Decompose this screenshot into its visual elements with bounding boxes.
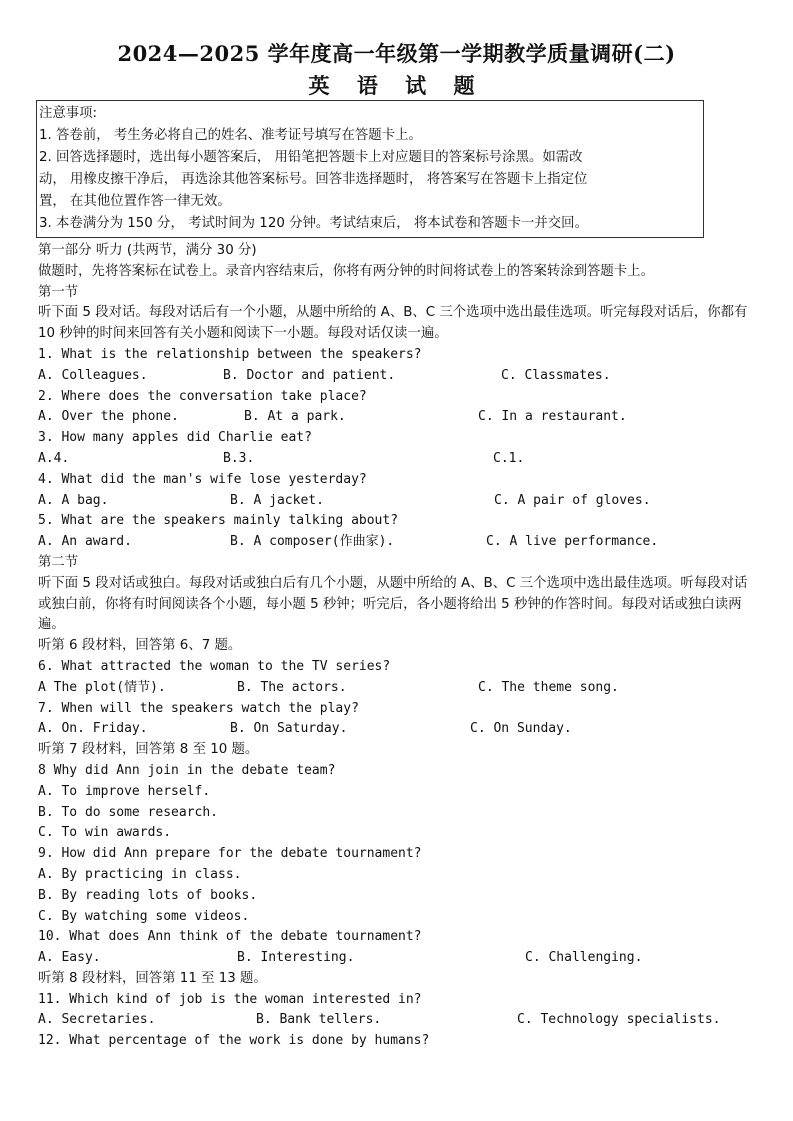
option-a: A The plot(情节). [38,679,166,695]
option-b: B. A composer(作曲家). [230,534,395,550]
question-options [38,1010,758,1031]
option-c: C. In a restaurant. [478,409,627,425]
option-b: B.3. [223,450,255,466]
section1-instruction: 听下面 5 段对话。每段对话后有一个小题，从题中所给的 A、B、C 三个选项中选出最佳选项。听完每段对话后，你都有 10 秒钟的时间来回答有关小题和阅读下一小题。每段对话仅读一遍。 [38,305,748,342]
notice-line: 2. 回答选择题时，选出每小题答案后， 用铅笔把答题卡上对应题目的答案标号涂黑。如需改 [39,150,583,165]
option-a: A. To improve herself. [38,783,211,799]
question-options [38,719,758,740]
option-c: C. On Sunday. [470,721,572,737]
question-stem: 1. What is the relationship between the speakers? [38,346,422,362]
option-b: B. A jacket. [230,492,324,508]
question-stem: 6. What attracted the woman to the TV series? [38,658,391,674]
option-a: A. Colleagues. [38,367,148,383]
question-stem: 8 Why did Ann join in the debate team? [38,762,336,778]
section2-instruction: 听下面 5 段对话或独白。每段对话或独白后有几个小题，从题中所给的 A、B、C 三个选项中选出最佳选项。听每段对话或独白前，你将有时间阅读各个小题，每小题 5 秒钟；听完后，各小题将给出 5 秒钟的作答时间。每段对话或独白读两遍。 [38,575,748,633]
question-stem: 3. How many apples did Charlie eat? [38,430,312,446]
option-b: B. To do some research. [38,804,219,820]
question-stem: 11. Which kind of job is the woman interested in? [38,991,422,1007]
option-b: B. Interesting. [237,950,355,966]
question-stem: 9. How did Ann prepare for the debate tournament? [38,846,422,862]
notice-line: 置， 在其他位置作答一律无效。 [39,194,231,209]
section1-heading: 第一节 [38,284,79,300]
option-c: C. To win awards. [38,825,172,841]
question-options [38,532,758,553]
option-c: C. Challenging. [525,950,643,966]
notice-line: 1. 答卷前， 考生务必将自己的姓名、准考证号填写在答题卡上。 [39,128,422,143]
material-note: 听第 8 段材料，回答第 11 至 13 题。 [38,970,267,986]
option-a: A. By practicing in class. [38,866,242,882]
question-stem: 4. What did the man's wife lose yesterday? [38,471,367,487]
question-stem: 12. What percentage of the work is done by humans? [38,1033,430,1049]
option-b: B. By reading lots of books. [38,887,258,903]
question-stem: 5. What are the speakers mainly talking about? [38,513,399,529]
option-b: B. On Saturday. [230,721,348,737]
question-options [38,948,758,969]
option-c: C.1. [493,450,525,466]
question-options [38,407,758,428]
option-c: C. Classmates. [501,367,611,383]
notice-line: 3. 本卷满分为 150 分， 考试时间为 120 分钟。考试结束后， 将本试卷和答题卡一并交回。 [39,216,588,231]
question-options [38,449,758,470]
option-a: A. On. Friday. [38,721,148,737]
material-note: 听第 6 段材料，回答第 6、7 题。 [38,638,242,654]
part1-instruction: 做题时，先将答案标在试卷上。录音内容结束后，你将有两分钟的时间将试卷上的答案转涂到答题卡上。 [38,263,654,279]
option-c: C. By watching some videos. [38,908,250,924]
notice-box [36,100,704,238]
option-c: C. A live performance. [486,534,659,550]
question-stem: 10. What does Ann think of the debate tournament? [38,929,422,945]
option-a: A. A bag. [38,492,109,508]
option-c: C. A pair of gloves. [494,492,651,508]
exam-title: 2024—2025 学年度高一年级第一学期教学质量调研(二) [117,41,676,66]
option-a: A. Easy. [38,950,101,966]
question-options [38,366,758,387]
notice-line: 动， 用橡皮擦干净后， 再选涂其他答案标号。回答非选择题时， 将答案写在答题卡上指定位 [39,172,588,187]
option-a: A.4. [38,450,70,466]
exam-subtitle: 英 语 试 题 [308,73,485,98]
option-b: B. At a park. [244,409,346,425]
exam-content [38,241,758,1052]
material-note: 听第 7 段材料，回答第 8 至 10 题。 [38,742,259,758]
option-b: B. Doctor and patient. [223,367,396,383]
notice-heading: 注意事项: [39,106,98,121]
option-c: C. The theme song. [478,679,619,695]
option-a: A. Secretaries. [38,1012,156,1028]
question-stem: 2. Where does the conversation take place? [38,388,367,404]
option-c: C. Technology specialists. [517,1012,721,1028]
question-stem: 7. When will the speakers watch the play? [38,700,359,716]
option-a: A. Over the phone. [38,409,179,425]
question-options [38,678,758,699]
part1-heading: 第一部分 听力 (共两节，满分 30 分) [38,243,257,258]
option-b: B. Bank tellers. [256,1012,382,1028]
option-b: B. The actors. [237,679,347,695]
section2-heading: 第二节 [38,554,79,570]
question-options [38,491,758,512]
option-a: A. An award. [38,534,132,550]
